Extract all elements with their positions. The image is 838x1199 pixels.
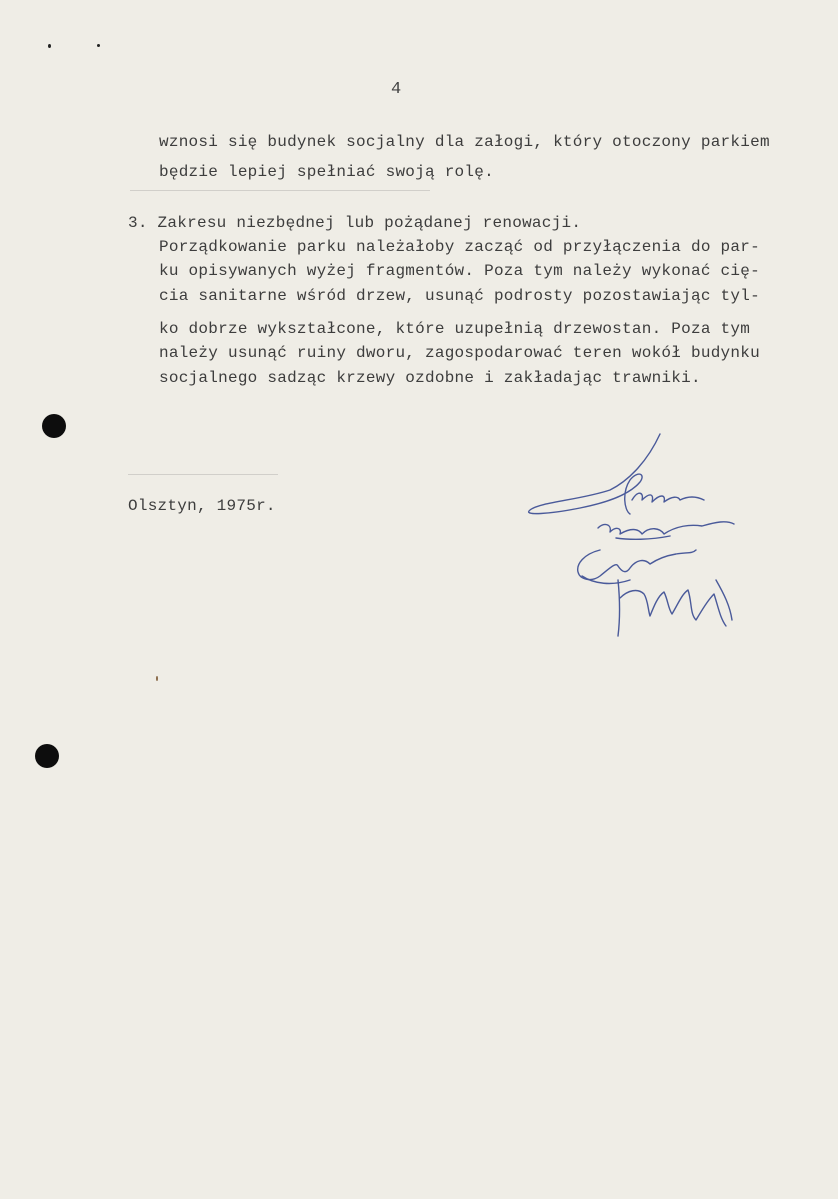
place-date: Olsztyn, 1975r. [128,497,276,515]
signature-drawing [520,430,760,640]
punch-hole [35,744,59,768]
faint-line [128,474,278,475]
page-number: 4 [391,80,402,99]
paragraph-line: wznosi się budynek socjalny dla załogi, który otoczony parkiem [159,133,770,151]
section-line: Porządkowanie parku należałoby zacząć od przyłączenia do par- [159,238,760,256]
paragraph-line: będzie lepiej spełniać swoją rolę. [159,163,494,181]
section-line: ko dobrze wykształcone, które uzupełnią drzewostan. Poza tym [159,320,751,338]
paper-speck [97,44,100,47]
faint-line [130,190,430,191]
paper-speck [48,44,51,48]
section-line: cia sanitarne wśród drzew, usunąć podrosty pozostawiając tyl- [159,287,760,305]
section-heading: 3. Zakresu niezbędnej lub pożądanej renowacji. [128,214,582,232]
section-line: ku opisywanych wyżej fragmentów. Poza tym należy wykonać cię- [159,262,760,280]
handwritten-signatures [520,430,760,640]
section-line: należy usunąć ruiny dworu, zagospodarować teren wokół budynku [159,344,760,362]
section-line: socjalnego sadząc krzewy ozdobne i zakładając trawniki. [159,369,701,387]
punch-hole [42,414,66,438]
paper-speck [156,676,158,681]
